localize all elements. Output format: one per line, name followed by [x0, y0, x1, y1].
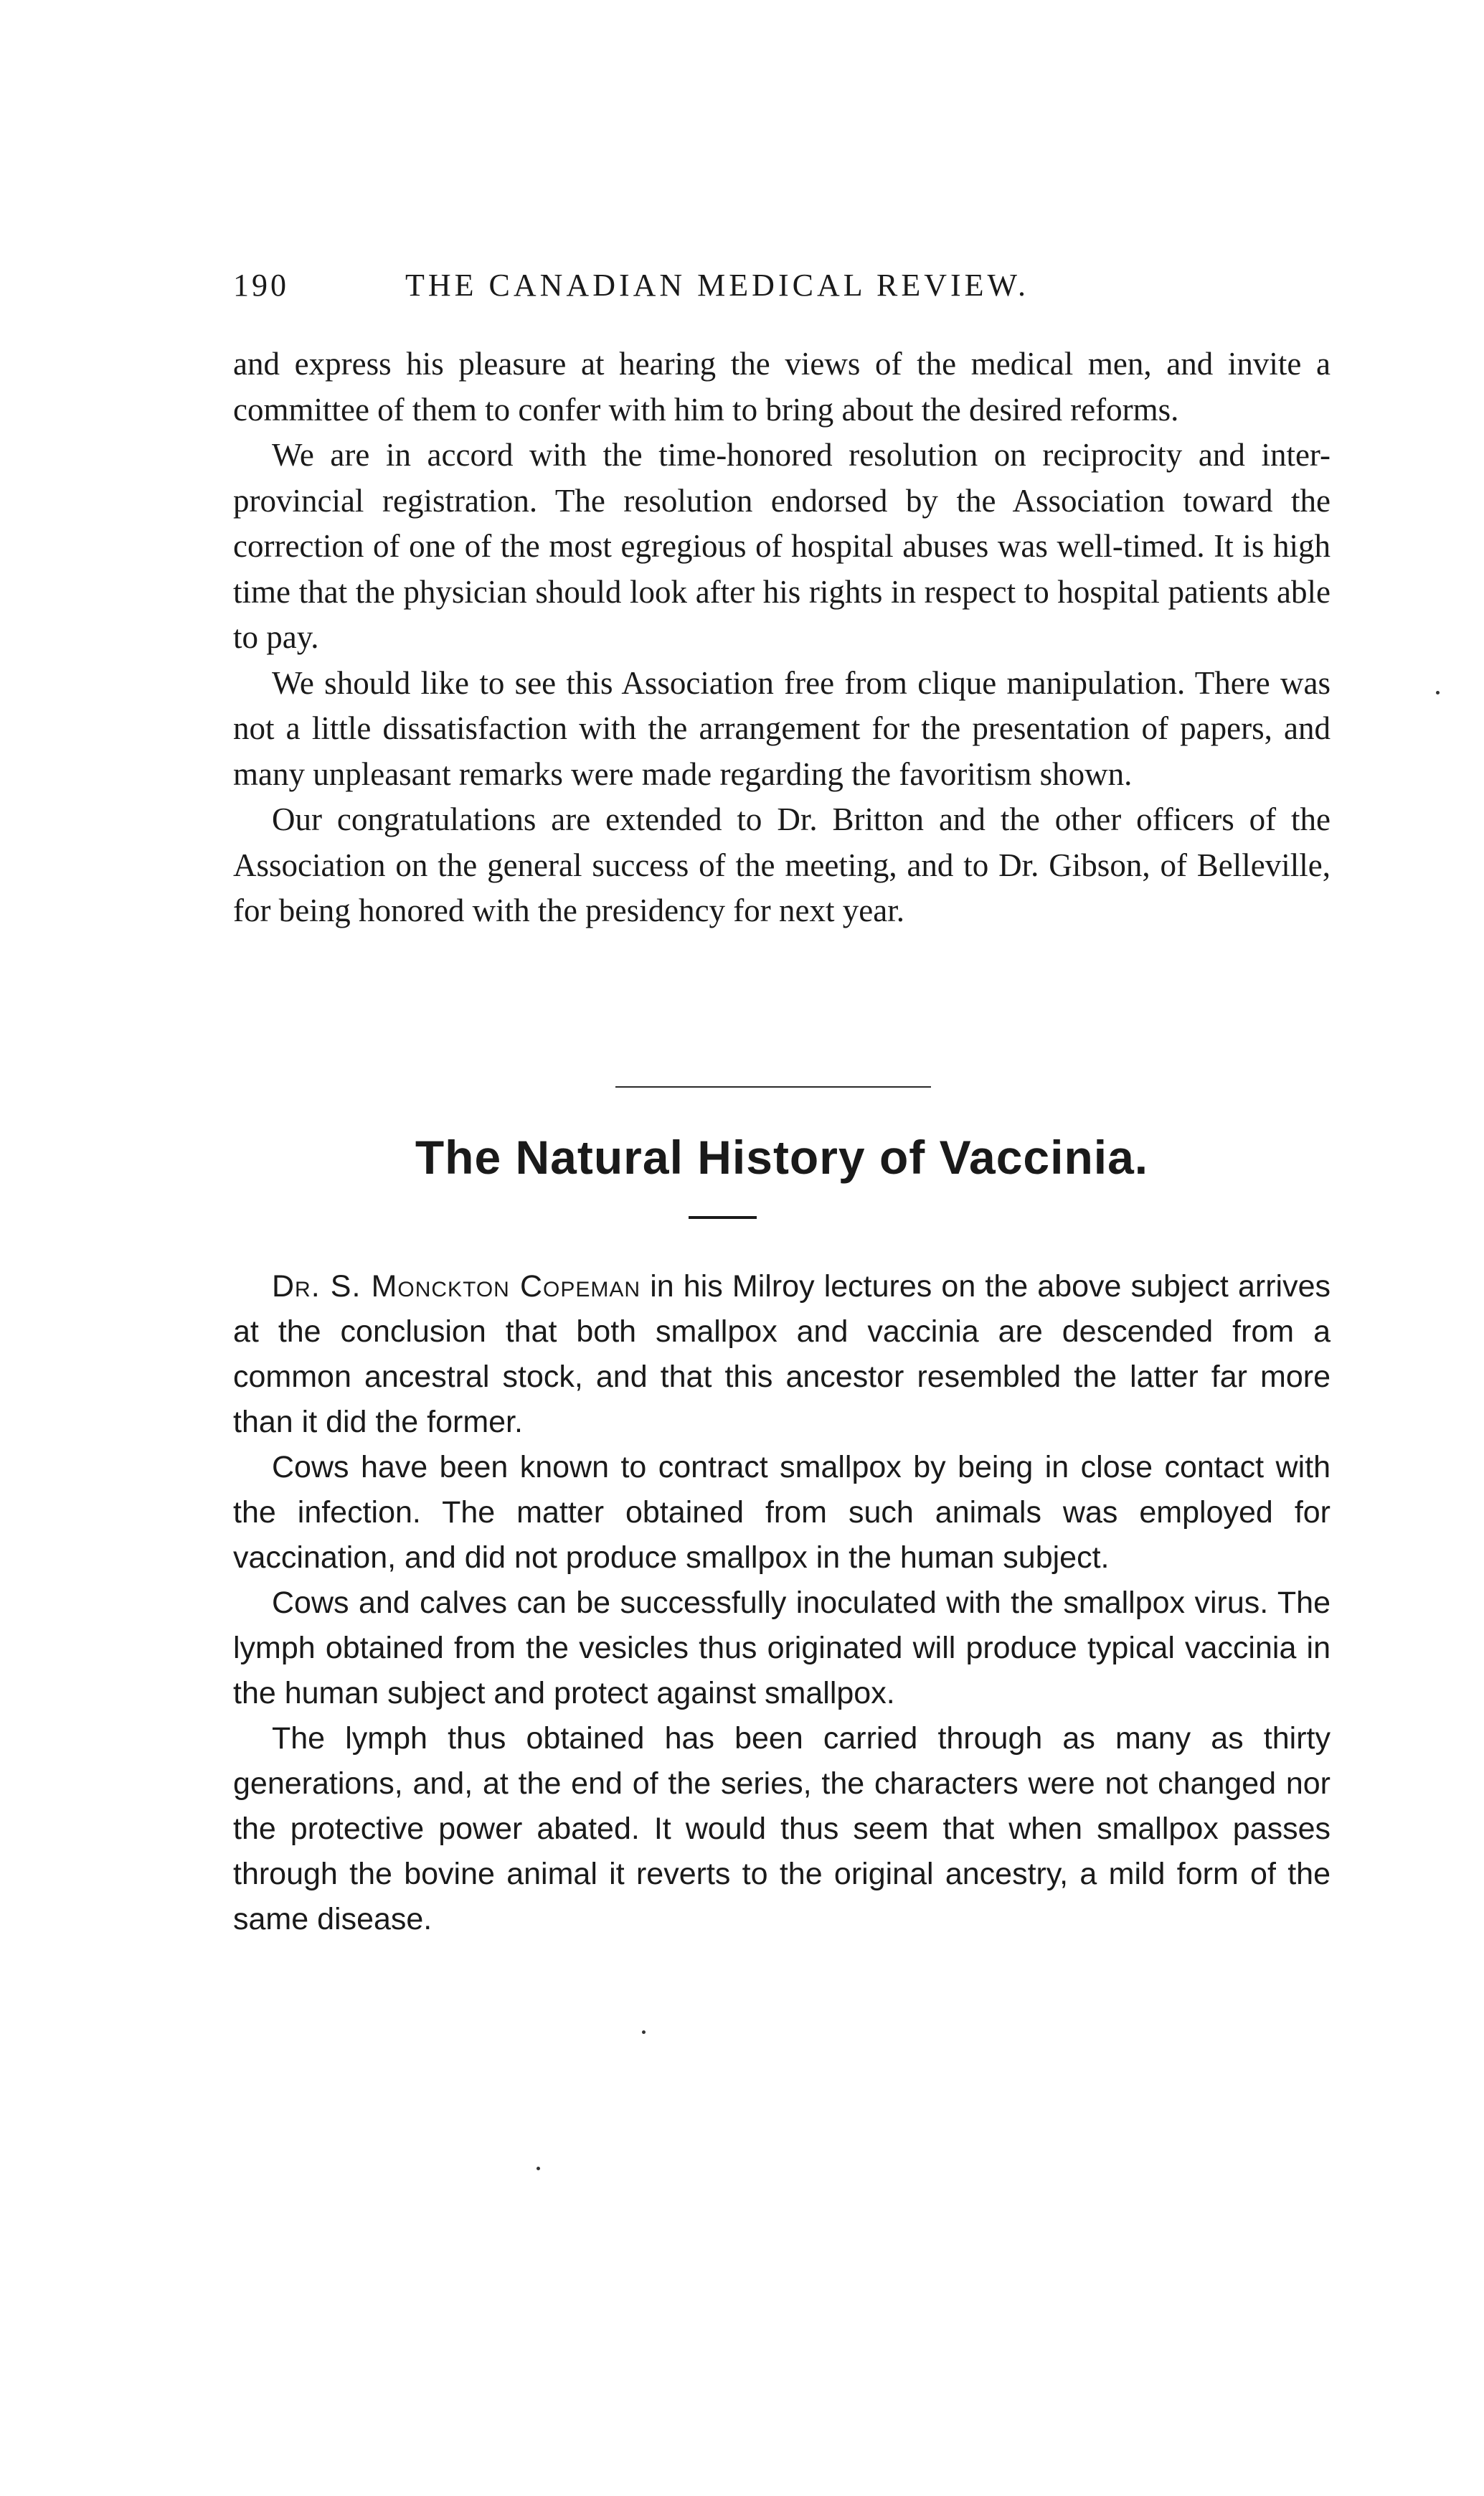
editorial-paragraph: We should like to see this Association free from clique manipulation. There was not a little dissatisfaction with the arrangement for the presentation of papers, and many unpleasant remarks were made regarding the favoritism shown.: [233, 664, 1331, 792]
article-title: The Natural History of Vaccinia.: [415, 1131, 1149, 1184]
section-divider: [615, 1086, 931, 1088]
article-lead-text: in his Milroy lectures on the above subject arrives at the conclusion that both smallpox and vaccinia are descended from a common ancestral stock, and that this ancestor resembled the latter far more than it did the former.: [233, 1269, 1331, 1439]
page-number: 190: [233, 268, 289, 303]
article-author: Dr. S. Monckton Copeman: [272, 1269, 641, 1304]
journal-title: THE CANADIAN MEDICAL REVIEW.: [405, 268, 1029, 303]
editorial-paragraph: and express his pleasure at hearing the views of the medical men, and invite a committee of them to confer with him to bring about the desired reforms.: [233, 346, 1331, 428]
article-lead-paragraph: [233, 1264, 1331, 1445]
print-speck: [1436, 691, 1440, 694]
editorial-paragraph: We are in accord with the time-honored resolution on reciprocity and inter-provincial registration. The resolution endorsed by the Association toward the correction of one of the most egregious of hospital abuses was well-timed. It is high time that the physician should look after his rights in respect to hospital patients able to pay.: [233, 437, 1331, 655]
editorial-text: [233, 342, 1331, 934]
editorial-paragraph: Our congratulations are extended to Dr. Britton and the other officers of the Association on the general success of the meeting, and to Dr. Gibson, of Belleville, for being honored with the presidency for next year.: [233, 801, 1331, 928]
title-underline: [689, 1216, 757, 1219]
running-head: [233, 267, 1331, 310]
article-paragraph: The lymph thus obtained has been carried through as many as thirty generations, and, at the end of the series, the characters were not changed nor the protective power abated. It would thus seem that when smallpox passes through the bovine animal it reverts to the original ancestry, a mild form of the same disease.: [233, 1721, 1331, 1936]
article-text: [233, 1264, 1331, 1942]
print-speck: [642, 2030, 646, 2034]
print-speck: [537, 2167, 540, 2170]
article-paragraph: Cows and calves can be successfully inoculated with the smallpox virus. The lymph obtained from the vesicles thus originated will produce typical vaccinia in the human subject and protect against smallpox.: [233, 1586, 1331, 1710]
article-paragraph: Cows have been known to contract smallpox by being in close contact with the infection. The matter obtained from such animals was employed for vaccination, and did not produce smallpox in the human subject.: [233, 1450, 1331, 1575]
